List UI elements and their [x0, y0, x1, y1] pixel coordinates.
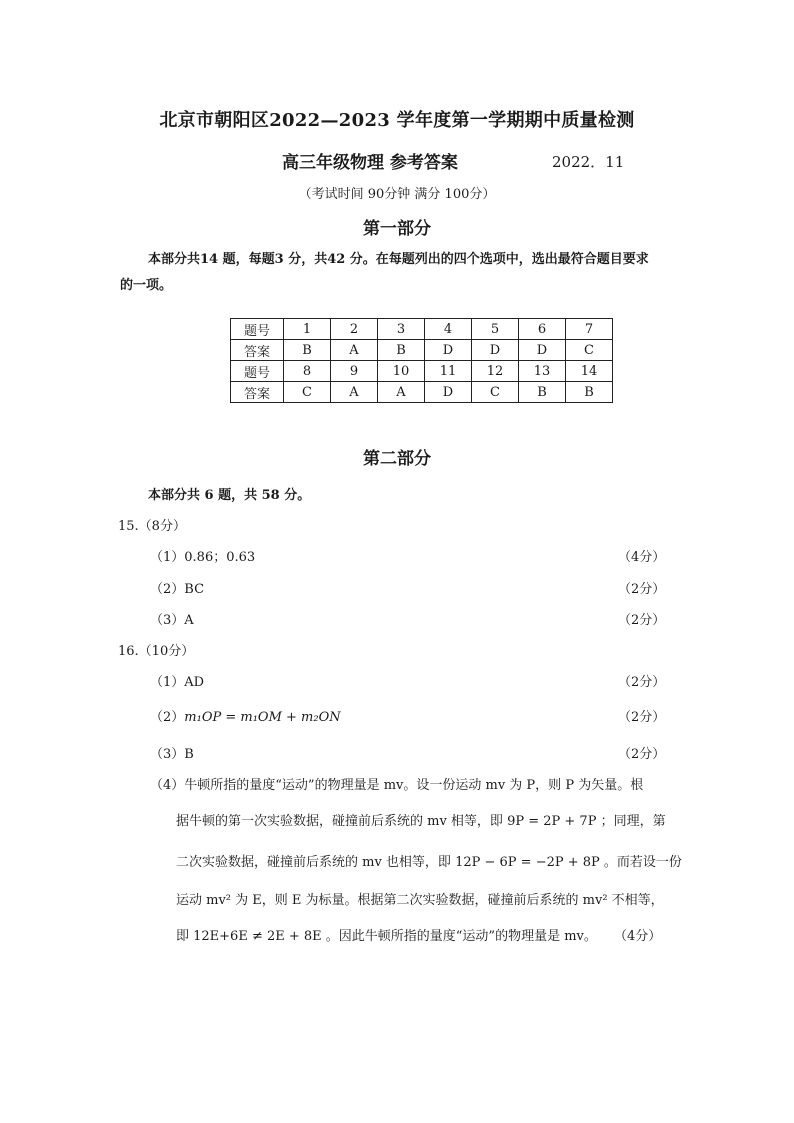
q15-item1: （1）0.86；0.63: [150, 550, 256, 565]
q15-item1-score: （4分）: [618, 550, 666, 565]
answer-cell: A: [378, 382, 425, 403]
part2-heading: 第二部分: [363, 449, 431, 469]
q15-item2-score: （2分）: [618, 582, 666, 597]
q15-item2: （2）BC: [150, 582, 205, 597]
q16-item3: （3）B: [150, 747, 194, 762]
q16-item4-line1: （4）牛顿所指的量度“运动”的物理量是 mv。设一份运动 mv 为 P，则 P 为矢量。根: [150, 778, 644, 793]
question-number: 10: [378, 361, 425, 382]
q16-item1: （1）AD: [150, 675, 205, 690]
answer-cell: C: [566, 340, 613, 361]
question-number: 11: [425, 361, 472, 382]
part1-intro-line1: 本部分共14 题，每题3 分，共42 分。在每题列出的四个选项中，选出最符合题目要求: [148, 252, 649, 267]
answer-cell: B: [284, 340, 331, 361]
question-number: 6: [519, 319, 566, 340]
question-number: 4: [425, 319, 472, 340]
part1-intro-line2: 的一项。: [120, 278, 173, 293]
row-label-question: 题号: [231, 361, 284, 382]
q16-item2: [150, 706, 341, 725]
answer-cell: C: [472, 382, 519, 403]
table-row: [231, 340, 613, 361]
part2-intro: 本部分共 6 题，共 58 分。: [148, 488, 311, 503]
row-label-question: 题号: [231, 319, 284, 340]
row-label-answer: 答案: [231, 382, 284, 403]
question-number: 5: [472, 319, 519, 340]
question-number: 12: [472, 361, 519, 382]
question-number: 9: [331, 361, 378, 382]
table-row: [231, 319, 613, 340]
table-row: [231, 382, 613, 403]
answer-cell: C: [284, 382, 331, 403]
q16-item4-line2: 据牛顿的第一次实验数据，碰撞前后系统的 mv 相等，即 9P = 2P + 7P ；同理，第: [176, 814, 666, 829]
row-label-answer: 答案: [231, 340, 284, 361]
answer-cell: B: [566, 382, 613, 403]
momentum-formula: m₁OP = m₁OM + m₂ON: [184, 710, 341, 725]
answer-cell: D: [425, 382, 472, 403]
question-number: 13: [519, 361, 566, 382]
part1-heading: 第一部分: [363, 219, 431, 239]
q16-item4-line3: 二次实验数据，碰撞前后系统的 mv 也相等，即 12P − 6P = −2P + 8P 。而若设一份: [176, 855, 682, 870]
q16-item3-score: （2分）: [618, 747, 666, 762]
q15-item3: （3）A: [150, 613, 194, 628]
answer-cell: A: [331, 382, 378, 403]
q16-label: 16.（10分）: [118, 644, 195, 659]
q16-item2-prefix: （2）: [150, 710, 185, 725]
answer-table: [230, 318, 613, 403]
table-row: [231, 361, 613, 382]
q15-item3-score: （2分）: [618, 613, 666, 628]
exam-note: （考试时间 90分钟 满分 100分）: [298, 187, 496, 202]
answer-cell: B: [519, 382, 566, 403]
document-title: 北京市朝阳区2022—2023 学年度第一学期期中质量检测: [159, 110, 635, 131]
question-number: 2: [331, 319, 378, 340]
q16-item4-score: （4分）: [614, 929, 662, 944]
answer-cell: B: [378, 340, 425, 361]
answer-cell: D: [472, 340, 519, 361]
q16-item4-line5: 即 12E+6E ≠ 2E + 8E 。因此牛顿所指的量度“运动”的物理量是 mv。: [176, 929, 597, 944]
question-number: 3: [378, 319, 425, 340]
q16-item4-line4: 运动 mv² 为 E，则 E 为标量。根据第二次实验数据，碰撞前后系统的 mv² 不相等，: [176, 893, 664, 908]
q16-item2-score: （2分）: [618, 710, 666, 725]
question-number: 8: [284, 361, 331, 382]
q15-label: 15.（8分）: [118, 519, 186, 534]
document-subtitle: 高三年级物理 参考答案: [282, 153, 458, 173]
answer-cell: D: [425, 340, 472, 361]
answer-cell: D: [519, 340, 566, 361]
answer-cell: A: [331, 340, 378, 361]
document-date: 2022．11: [552, 153, 625, 171]
q16-item1-score: （2分）: [618, 675, 666, 690]
question-number: 14: [566, 361, 613, 382]
question-number: 7: [566, 319, 613, 340]
question-number: 1: [284, 319, 331, 340]
